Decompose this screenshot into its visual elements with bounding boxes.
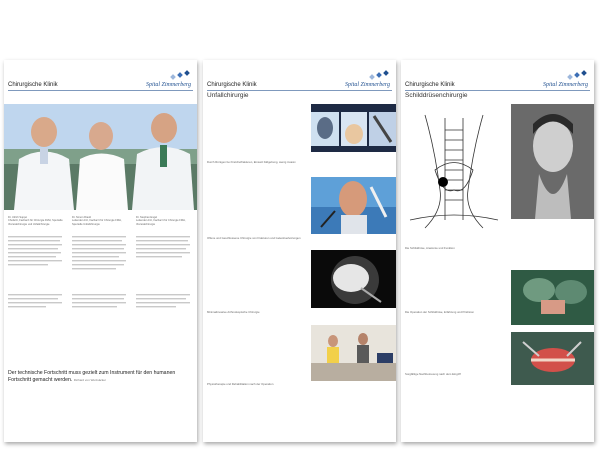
patient-portrait-photo (511, 104, 594, 219)
page-title: Chirurgische Klinik (8, 82, 58, 88)
hospital-brand: Spital Zimmerberg (543, 82, 588, 88)
thyroid-anatomy-drawing (405, 110, 503, 235)
hospital-brand: Spital Zimmerberg (146, 82, 191, 88)
person-role: Leitender Arzt, Facharzt für Chirurgie FMH, Viszeralchirurgie (136, 219, 186, 226)
arthroscopy-photo (311, 250, 396, 308)
image-caption: Die Operation der Schilddrüse, Erfahrung und Präzision (405, 310, 475, 314)
page-title: Chirurgische Klinik (207, 82, 257, 88)
image-caption: Offene und Geschlossene Chirurgie von Frakturen und Gelenkverletzungen (207, 236, 301, 240)
quote-author: Richard von Weizsäcker (73, 378, 107, 382)
header-divider (207, 90, 392, 91)
image-caption: Physiotherapie und Rehabilitation nach der Operation (207, 382, 274, 386)
brochure-page-team (4, 60, 197, 442)
person-name: Dr. Stephan Engel (136, 216, 158, 219)
page-title: Chirurgische Klinik (405, 82, 455, 88)
quote-text: Der technische Fortschritt muss gezielt zum Instrument für den humanen Fortschritt gemacht werden. (8, 370, 176, 383)
image-caption: Minimalinvasive Arthroskopische Chirurgie (207, 310, 260, 314)
image-caption: Durch Röntgen bei Knöchelfrakturen, Einsatz bildgebung, wenig invasiv (207, 160, 296, 164)
image-caption: Sorgfältige Nachbetreuung nach dem Eingriff (405, 372, 461, 376)
page-subtitle: Schilddrüsenchirurgie (405, 92, 468, 99)
xray-knee-photo (311, 104, 396, 152)
brochure-page-schilddruesenchirurgie (401, 60, 594, 442)
body-text-lines (8, 236, 193, 364)
header-divider (405, 90, 590, 91)
person-name: Dr. Simon Rüedi (72, 216, 91, 219)
surgical-site-photo (511, 332, 594, 385)
person-role: Leitender Arzt, Facharzt für Chirurgie FMH, Spezielle Unfallchirurgie (72, 219, 122, 226)
person-role: Chefarzt, Facharzt für Chirurgie FMH, Spezielle Viszeralchirurgie und Unfallchirurgie (8, 219, 63, 226)
team-photo (4, 104, 197, 210)
hospital-brand: Spital Zimmerberg (345, 82, 390, 88)
brochure-page-unfallchirurgie (203, 60, 396, 442)
surgery-photo (311, 177, 396, 234)
image-caption: Die Schilddrüse, Anatomie und Funktion (405, 246, 455, 250)
header-divider (8, 90, 193, 91)
person-name: Dr. Ulrich Suppé (8, 216, 27, 219)
operation-photo (511, 270, 594, 325)
page-subtitle: Unfallchirurgie (207, 92, 249, 99)
rehabilitation-photo (311, 325, 396, 381)
